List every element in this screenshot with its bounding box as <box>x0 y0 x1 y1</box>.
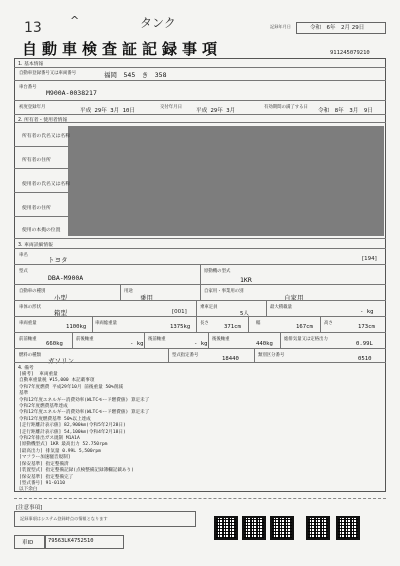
maker-label: 車名 <box>19 253 28 258</box>
qr-code <box>242 516 266 540</box>
length-value: 371cm <box>224 324 241 330</box>
divider <box>14 238 386 239</box>
divider <box>14 168 68 169</box>
notice-text: 記録事項はシステム登録時点の情報となります <box>20 516 108 521</box>
divider <box>14 192 68 193</box>
body-label: 車体の形状 <box>19 305 41 310</box>
reg-label: 自動車登録番号又は車両番号 <box>19 71 77 76</box>
rear-axle-value: - kg <box>194 341 208 347</box>
id-value: 79563LK4752510 <box>48 538 94 544</box>
rear-axle-label: 後前軸重 <box>148 337 166 342</box>
qr-code <box>336 516 360 540</box>
dashed-divider <box>14 498 386 499</box>
spec-label: 型式指定番号 <box>172 353 199 358</box>
maker-value: トヨタ <box>48 256 68 264</box>
issue-label: 交付年月日 <box>160 105 182 110</box>
divider <box>14 362 386 363</box>
expiry-label: 有効期間の満了する日 <box>264 105 308 110</box>
divider <box>14 300 386 301</box>
divider <box>14 248 386 249</box>
gross-value: 1375kg <box>170 324 191 330</box>
displacement-label: 総排気量又は定格出力 <box>284 337 328 342</box>
reg-value: 福岡 545 き 358 <box>104 71 167 79</box>
first-reg-label: 初度登録年月 <box>19 105 46 110</box>
remark-line: [型式番号] 91-0110 <box>19 480 66 486</box>
redacted-block <box>68 126 384 236</box>
divider <box>14 67 386 68</box>
remark-line: [最高出力] 排気量 0.99L 5,500rpm <box>19 448 101 454</box>
issue-value: 平成 29年 3月 <box>196 108 236 114</box>
remark-line: [備考] 車両重量 <box>19 372 58 377</box>
remark-line: 令和12年度燃費基準 50%以上達成 <box>19 416 91 422</box>
id-label: 車ID <box>22 540 34 546</box>
rear2-axle-value: 440kg <box>256 341 273 347</box>
weight-value: 1100kg <box>66 324 87 330</box>
remark-line: 以下余白 <box>19 487 38 493</box>
chassis-label: 車台番号 <box>19 85 37 90</box>
section-basic: 1. 基本情報 <box>18 62 44 67</box>
front2-axle-value: - kg <box>130 341 144 347</box>
divider <box>208 332 209 348</box>
maker-code: [194] <box>362 256 377 262</box>
handwritten-mark: ^ <box>70 14 80 27</box>
use-label: 用途 <box>124 289 133 294</box>
capacity-label: 乗車定員 <box>200 305 218 310</box>
front-axle-value: 660kg <box>46 341 63 347</box>
front2-axle-label: 前後軸重 <box>76 337 94 342</box>
class-value: 0510 <box>358 356 372 362</box>
qr-code <box>306 516 330 540</box>
divider <box>92 316 93 332</box>
handwritten-number: 13 <box>24 20 42 36</box>
weight-label: 車両重量 <box>19 321 37 326</box>
body-code: [001] <box>172 309 187 315</box>
model-value: DBA-M900A <box>48 274 84 282</box>
remark-line: 自動車重量税 ¥15,000 本記載事項 <box>19 378 95 384</box>
class-label: 類別区分番号 <box>258 353 285 358</box>
owner-name-label: 所有者の氏名又は名称 <box>22 134 70 139</box>
divider <box>196 300 197 316</box>
record-date-label: 記録年月日 <box>270 24 291 29</box>
divider <box>14 122 386 123</box>
max-load-label: 最大積載量 <box>270 305 292 310</box>
user-address-label: 使用者の住所 <box>22 206 51 211</box>
record-date: 令和 6年 2月 29日 <box>310 25 365 31</box>
gross-label: 車両総重量 <box>95 321 117 326</box>
page-title: 自動車検査証記録事項 <box>22 40 223 58</box>
divider <box>14 114 386 115</box>
divider <box>14 146 68 147</box>
remark-line: [走行距離計表示値] 82,900km(令和5年2月28日) <box>19 423 126 429</box>
remark-line: 令和2年排出ガス規制 M1A1A <box>19 436 80 442</box>
engine-label: 原動機の型式 <box>204 269 231 274</box>
remark-line: [保安基準] 指定整備完了 <box>19 474 74 480</box>
displacement-value: 0.99L <box>356 341 373 347</box>
model-label: 型式 <box>19 269 28 274</box>
notice-label: [注意事項] <box>16 505 43 511</box>
rear2-axle-label: 後後軸重 <box>212 337 230 342</box>
section-vehicle: 3. 車両詳細情報 <box>18 243 53 248</box>
fuel-label: 燃料の種類 <box>19 353 41 358</box>
remark-line: [原動機型式] 1KR 最高出力 52.750rpm <box>19 442 108 448</box>
max-load-value: - kg <box>360 309 374 315</box>
remark-line: 令和12年度エネルギー消費効率(WLTCモード燃費値) 算定未了 <box>19 410 150 416</box>
remark-line: [マフラー加速騒音規制] <box>19 455 71 461</box>
remark-line: [保安基準] 指定整備済 <box>19 461 69 467</box>
divider <box>168 348 169 362</box>
remark-line: 令和12年度エネルギー消費効率(WLTCモード燃費値) 算定未了 <box>19 397 150 403</box>
remarks-list <box>19 372 269 494</box>
divider <box>254 348 255 362</box>
divider <box>248 316 249 332</box>
divider <box>280 332 281 348</box>
base-label: 使用の本拠の位置 <box>22 228 61 233</box>
chassis-value: M900A-0038217 <box>46 89 97 97</box>
section-remarks: 4. 備考 <box>18 366 34 371</box>
use-value: 乗用 <box>140 294 153 302</box>
remark-line: [走行距離計表示値] 54,100km(令和4年2月18日) <box>19 429 126 435</box>
kind-value: 小型 <box>54 294 67 302</box>
divider <box>200 264 201 284</box>
divider <box>14 332 386 333</box>
divider <box>120 284 121 300</box>
remark-line: [装置型式] 指定整備記録(点検整備記録簿欄記載あり) <box>19 468 134 474</box>
remark-line: 令和7年度燃費 平成29年10月 前後重量 50%削減 <box>19 384 123 390</box>
divider <box>144 332 145 348</box>
first-reg-value: 平成 29年 3月 10日 <box>80 108 135 114</box>
width-value: 167cm <box>296 324 313 330</box>
divider <box>14 216 68 217</box>
remark-line: 基準 <box>19 391 29 397</box>
purpose-value: 自家用 <box>284 294 304 302</box>
section-owner: 2. 所有者・使用者情報 <box>18 118 68 123</box>
divider <box>14 316 386 317</box>
divider <box>320 316 321 332</box>
height-value: 173cm <box>358 324 375 330</box>
fuel-value: ガソリン <box>48 357 74 365</box>
capacity-value: 5人 <box>240 311 249 317</box>
length-label: 長さ <box>200 321 209 326</box>
front-axle-label: 前前軸重 <box>19 337 37 342</box>
height-label: 高さ <box>324 321 333 326</box>
user-name-label: 使用者の氏名又は名称 <box>22 182 70 187</box>
divider <box>14 348 386 349</box>
divider <box>14 100 386 101</box>
expiry-value: 令和 8年 3月 9日 <box>318 108 373 114</box>
purpose-label: 自家用・事業用の別 <box>204 289 244 294</box>
body-value: 箱型 <box>54 309 67 317</box>
spec-value: 18440 <box>222 356 239 362</box>
qr-code <box>270 516 294 540</box>
divider <box>196 316 197 332</box>
handwritten-tank: タンク <box>140 16 176 30</box>
divider <box>72 332 73 348</box>
remark-line: 令和2年度燃費基準達成 <box>19 404 68 410</box>
divider <box>14 80 386 81</box>
owner-address-label: 所有者の住所 <box>22 158 51 163</box>
width-label: 幅 <box>256 321 261 326</box>
divider <box>200 284 201 300</box>
kind-label: 自動車の種別 <box>19 289 46 294</box>
qr-code <box>214 516 238 540</box>
divider <box>266 300 267 316</box>
doc-number: 911245079210 <box>330 50 370 56</box>
engine-value: 1KR <box>240 276 252 284</box>
